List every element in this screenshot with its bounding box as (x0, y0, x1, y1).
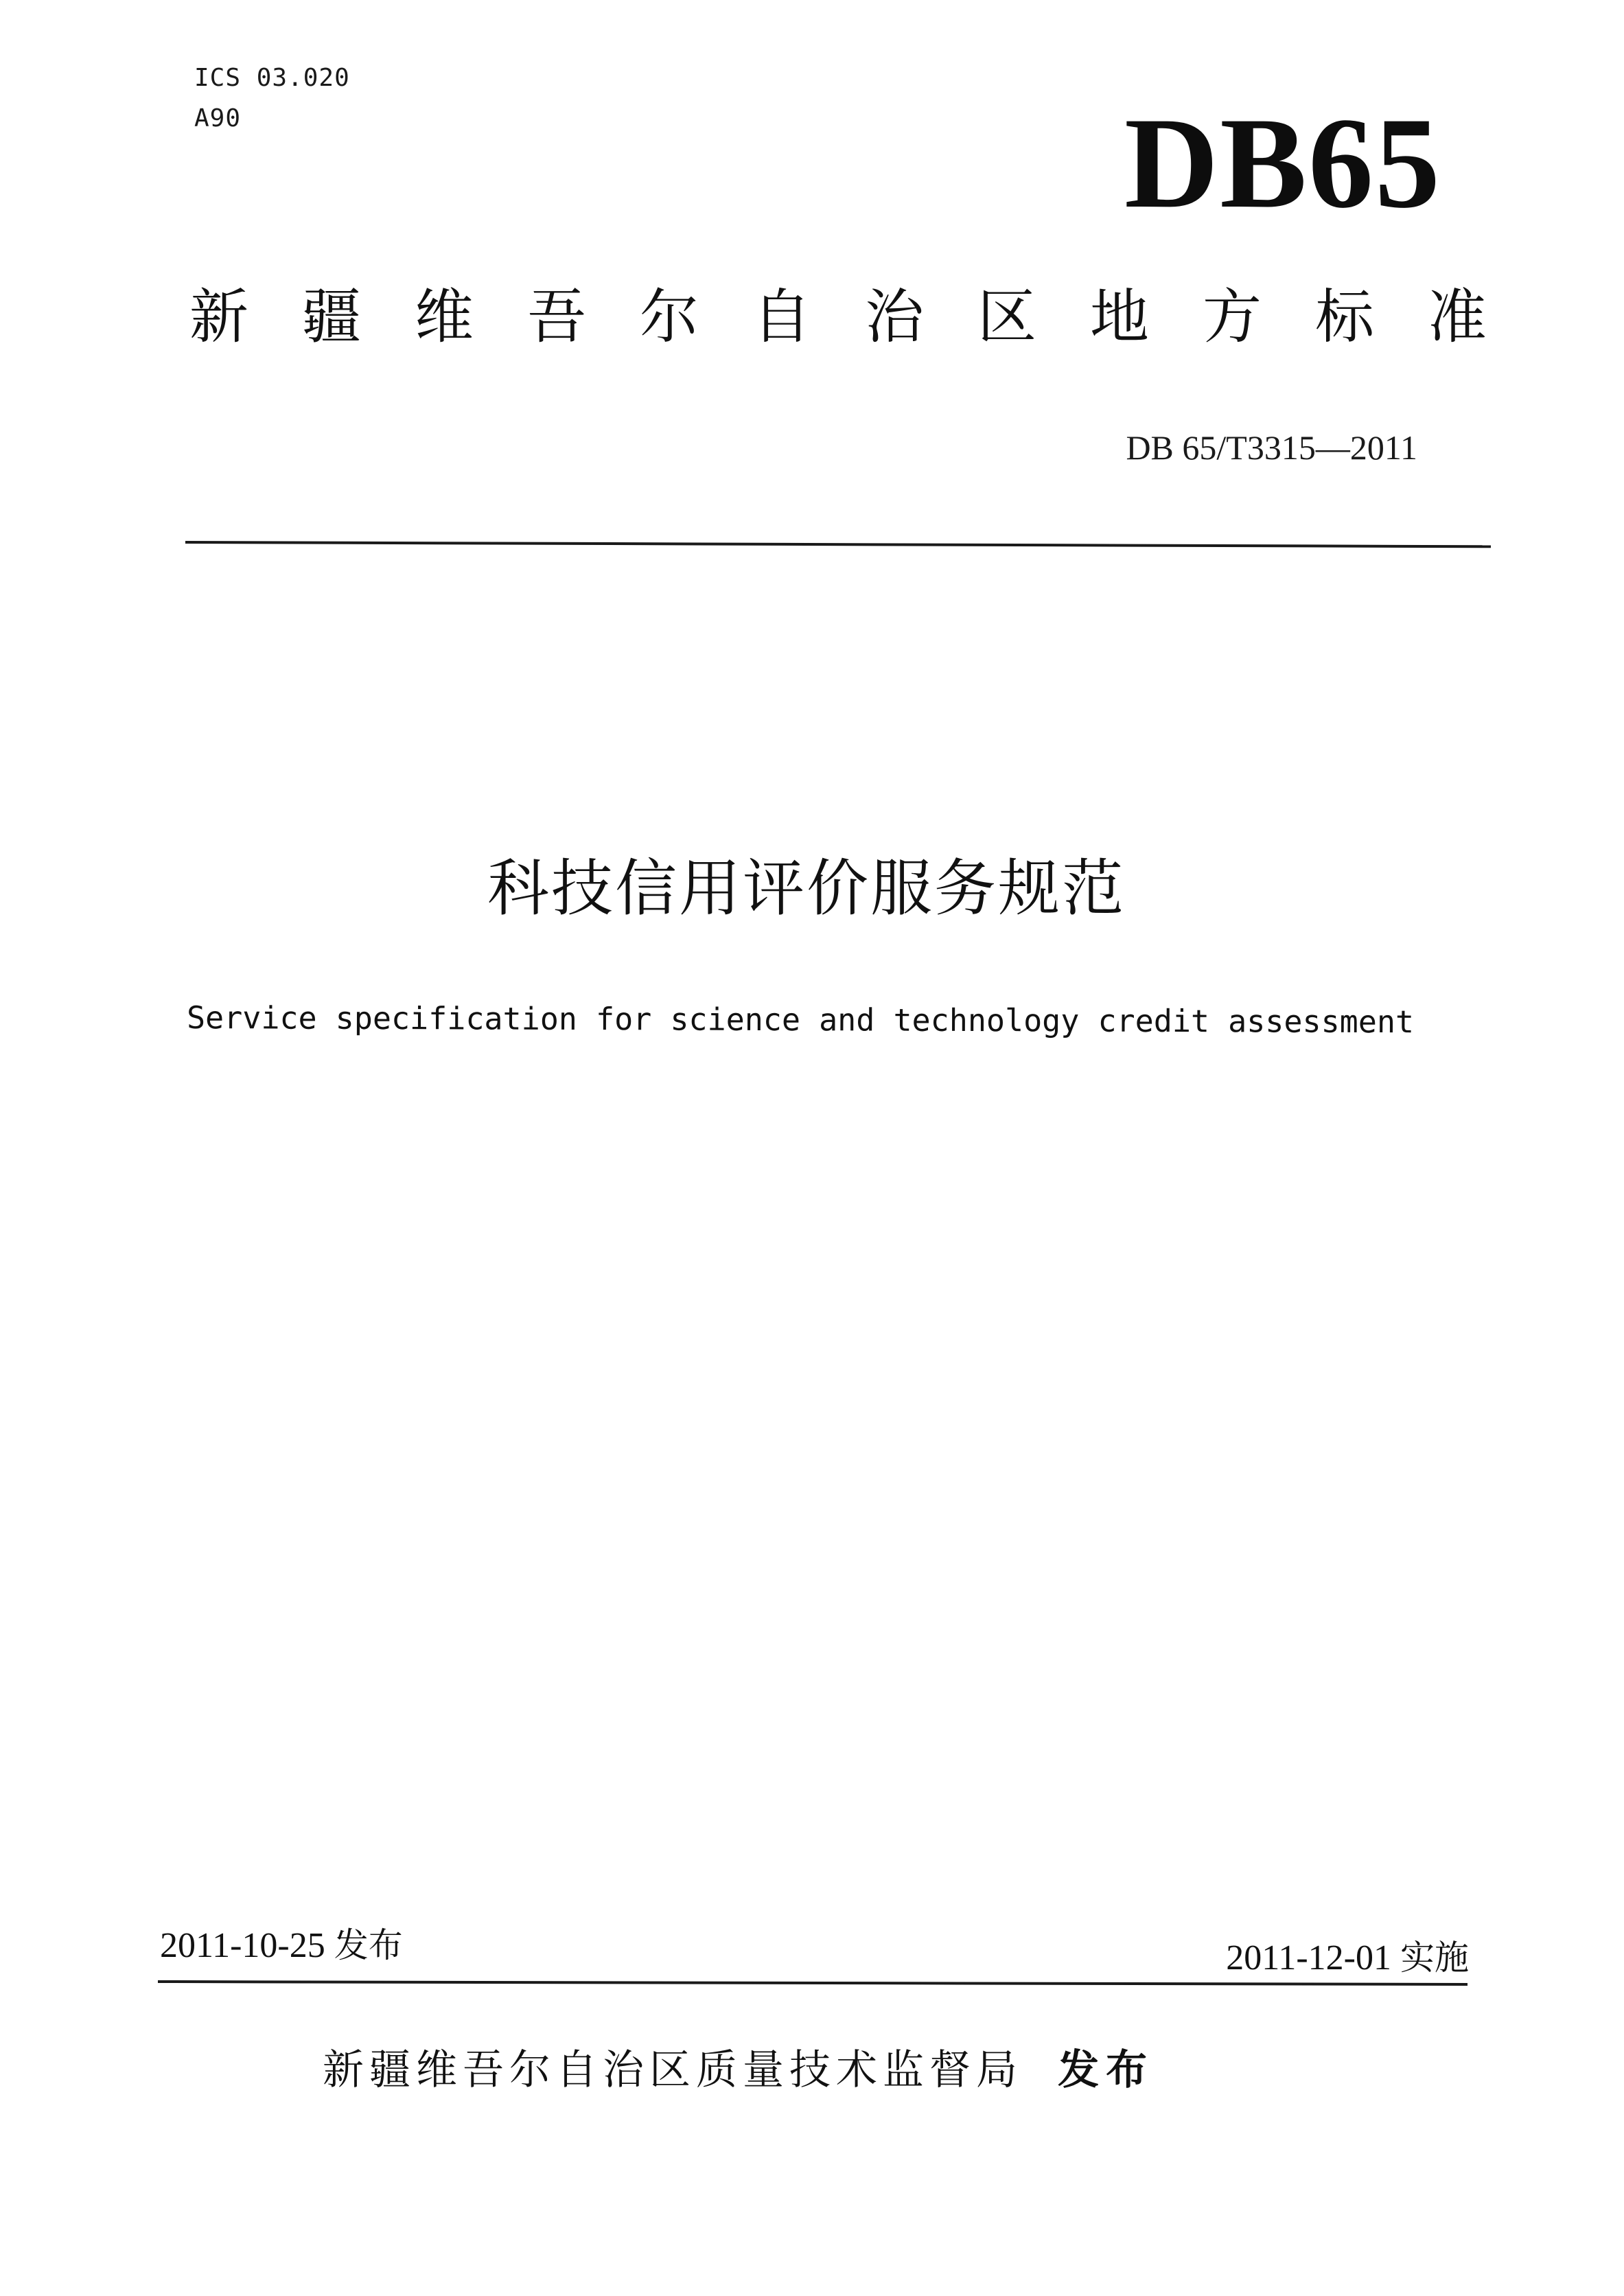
issue-date-label: 发布 (334, 1925, 403, 1965)
header-divider (185, 541, 1491, 548)
implementation-date-block (1112, 1936, 1469, 1980)
implementation-date: 2011-12-01 (1226, 1938, 1391, 1978)
document-title-chinese: 科技信用评价服务规范 (487, 853, 1126, 925)
standard-mark: DB65 (1124, 91, 1441, 235)
document-title-english: Service specification for science and technology credit assessment (186, 999, 1415, 1041)
issuing-authority: 新疆维吾尔自治区质量技术监督局 (323, 2046, 1023, 2094)
footer-divider (158, 1980, 1468, 1986)
issuing-authority-line (323, 2044, 1297, 2096)
issue-date: 2011-10-25 (160, 1926, 325, 1965)
issue-action-label: 发布 (1058, 2046, 1155, 2094)
standard-type-heading: 新疆维吾尔自治区地方标准 (189, 283, 1540, 351)
implementation-date-label: 实施 (1400, 1938, 1469, 1978)
standard-number: DB 65/T3315—2011 (1126, 428, 1417, 467)
issue-date-block (160, 1923, 403, 1968)
ics-code: ICS 03.020 (194, 64, 350, 92)
classification-code: A90 (194, 104, 242, 132)
